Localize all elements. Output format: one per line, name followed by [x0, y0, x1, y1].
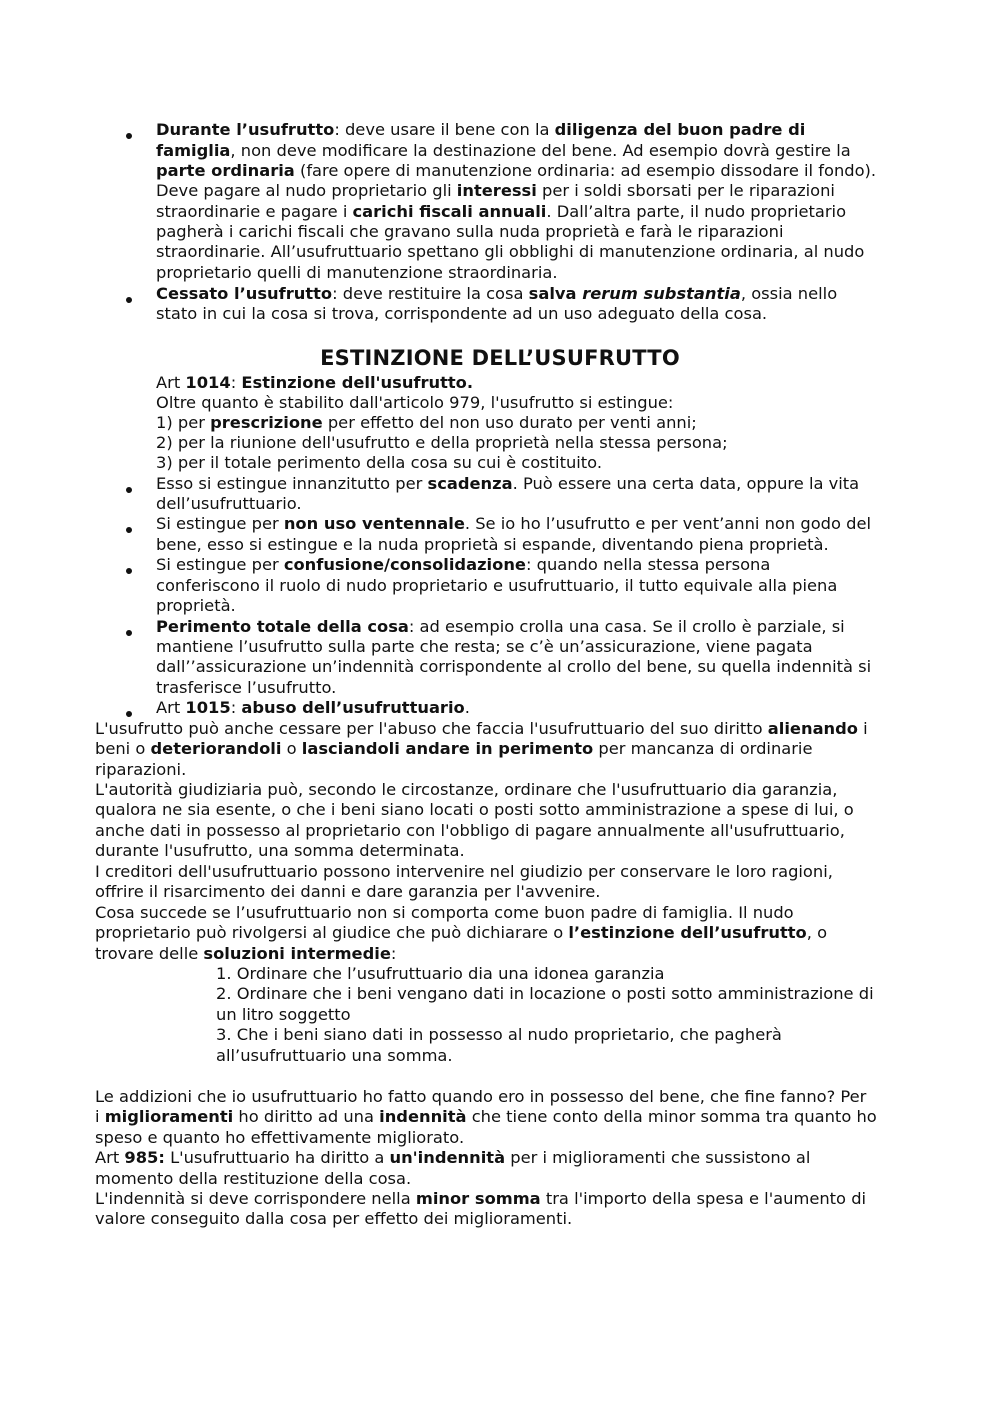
- text-line: L'usufrutto può anche cessare per l'abuso che faccia l'usufruttuario del suo diritto alienando i: [95, 719, 868, 738]
- text-line: L'autorità giudiziaria può, secondo le circostanze, ordinare che l'usufruttuario dia garanzia,: [95, 780, 838, 799]
- text-line: durante l'usufrutto, una somma determinata.: [95, 841, 465, 860]
- section-heading: ESTINZIONE DELL’USUFRUTTO: [320, 346, 680, 370]
- text-line: beni o deteriorandoli o lasciandoli andare in perimento per mancanza di ordinarie: [95, 739, 813, 758]
- text-line: stato in cui la cosa si trova, corrispondente ad un uso adeguato della cosa.: [156, 304, 768, 323]
- text-line: Deve pagare al nudo proprietario gli interessi per i soldi sborsati per le riparazioni: [156, 181, 835, 200]
- text-line: Cosa succede se l’usufruttuario non si comporta come buon padre di famiglia. Il nudo: [95, 903, 794, 922]
- text-line: 3) per il totale perimento della cosa su cui è costituito.: [156, 453, 603, 472]
- bullet-marker: [126, 711, 132, 717]
- text-line: Si estingue per non uso ventennale. Se io ho l’usufrutto e per vent’anni non godo del: [156, 514, 872, 533]
- bullet-marker: [126, 297, 132, 303]
- bullet-marker: [126, 133, 132, 139]
- text-line: 3. Che i beni siano dati in possesso al nudo proprietario, che pagherà: [216, 1025, 782, 1044]
- bullet-marker: [126, 527, 132, 533]
- text-line: i miglioramenti ho diritto ad una indennità che tiene conto della minor somma tra quanto ho: [95, 1107, 877, 1126]
- text-line: famiglia, non deve modificare la destinazione del bene. Ad esempio dovrà gestire la: [156, 141, 851, 160]
- text-line: 1) per prescrizione per effetto del non uso durato per venti anni;: [156, 413, 697, 432]
- text-line: straordinarie. All’usufruttuario spettano gli obblighi di manutenzione ordinaria, al nudo: [156, 242, 865, 261]
- text-line: straordinarie e pagare i carichi fiscali annuali. Dall’altra parte, il nudo proprietario: [156, 202, 847, 221]
- text-line: parte ordinaria (fare opere di manutenzione ordinaria: ad esempio dissodare il fondo).: [156, 161, 877, 180]
- text-line: anche dati in possesso al proprietario con l'obbligo di pagare annualmente all'usufruttuario,: [95, 821, 845, 840]
- text-line: un litro soggetto: [216, 1005, 351, 1024]
- text-line: qualora ne sia esente, o che i beni siano locati o posti sotto amministrazione a spese di lui, o: [95, 800, 854, 819]
- text-line: speso e quanto ho effettivamente migliorato.: [95, 1128, 465, 1147]
- text-line: conferiscono il ruolo di nudo proprietario e usufruttuario, il tutto equivale alla piena: [156, 576, 838, 595]
- text-line: pagherà i carichi fiscali che gravano sulla nuda proprietà e farà le riparazioni: [156, 222, 784, 241]
- bullet-marker: [126, 487, 132, 493]
- text-line: riparazioni.: [95, 760, 187, 779]
- text-line: mantiene l’usufrutto sulla parte che resta; se c’è un’assicurazione, viene pagata: [156, 637, 813, 656]
- text-line: Art 985: L'usufruttuario ha diritto a un'indennità per i miglioramenti che sussistono al: [95, 1148, 811, 1167]
- text-line: Cessato l’usufrutto: deve restituire la cosa salva rerum substantia, ossia nello: [156, 284, 838, 303]
- text-line: proprietario può rivolgersi al giudice che può dichiarare o l’estinzione dell’usufrutto, o: [95, 923, 828, 942]
- text-line: Esso si estingue innanzitutto per scadenza. Può essere una certa data, oppure la vita: [156, 474, 860, 493]
- text-line: Art 1015: abuso dell’usufruttuario.: [156, 698, 470, 717]
- text-line: proprietario quelli di manutenzione straordinaria.: [156, 263, 558, 282]
- text-line: 2. Ordinare che i beni vengano dati in locazione o posti sotto amministrazione di: [216, 984, 874, 1003]
- bullet-marker: [126, 630, 132, 636]
- text-line: trasferisce l’usufrutto.: [156, 678, 337, 697]
- text-line: Le addizioni che io usufruttuario ho fatto quando ero in possesso del bene, che fine fanno? Per: [95, 1087, 867, 1106]
- text-line: momento della restituzione della cosa.: [95, 1169, 412, 1188]
- text-line: valore conseguito dalla cosa per effetto dei miglioramenti.: [95, 1209, 573, 1228]
- text-line: proprietà.: [156, 596, 236, 615]
- text-line: Art 1014: Estinzione dell'usufrutto.: [156, 373, 474, 392]
- text-line: 2) per la riunione dell'usufrutto e della proprietà nella stessa persona;: [156, 433, 728, 452]
- bullet-marker: [126, 568, 132, 574]
- text-line: Oltre quanto è stabilito dall'articolo 979, l'usufrutto si estingue:: [156, 393, 674, 412]
- text-line: offrire il risarcimento dei danni e dare garanzia per l'avvenire.: [95, 882, 601, 901]
- text-line: 1. Ordinare che l’usufruttuario dia una idonea garanzia: [216, 964, 665, 983]
- text-line: dall’’assicurazione un’indennità corrispondente al crollo del bene, su quella indennità si: [156, 657, 872, 676]
- text-line: dell’usufruttuario.: [156, 494, 302, 513]
- text-line: L'indennità si deve corrispondere nella minor somma tra l'importo della spesa e l'aumento di: [95, 1189, 867, 1208]
- text-line: trovare delle soluzioni intermedie:: [95, 944, 397, 963]
- text-line: all’usufruttuario una somma.: [216, 1046, 453, 1065]
- text-line: Durante l’usufrutto: deve usare il bene con la diligenza del buon padre di: [156, 120, 806, 139]
- text-line: Perimento totale della cosa: ad esempio crolla una casa. Se il crollo è parziale, si: [156, 617, 845, 636]
- text-line: Si estingue per confusione/consolidazione: quando nella stessa persona: [156, 555, 771, 574]
- text-line: bene, esso si estingue e la nuda proprietà si espande, diventando piena proprietà.: [156, 535, 829, 554]
- text-line: I creditori dell'usufruttuario possono intervenire nel giudizio per conservare le loro ragioni,: [95, 862, 833, 881]
